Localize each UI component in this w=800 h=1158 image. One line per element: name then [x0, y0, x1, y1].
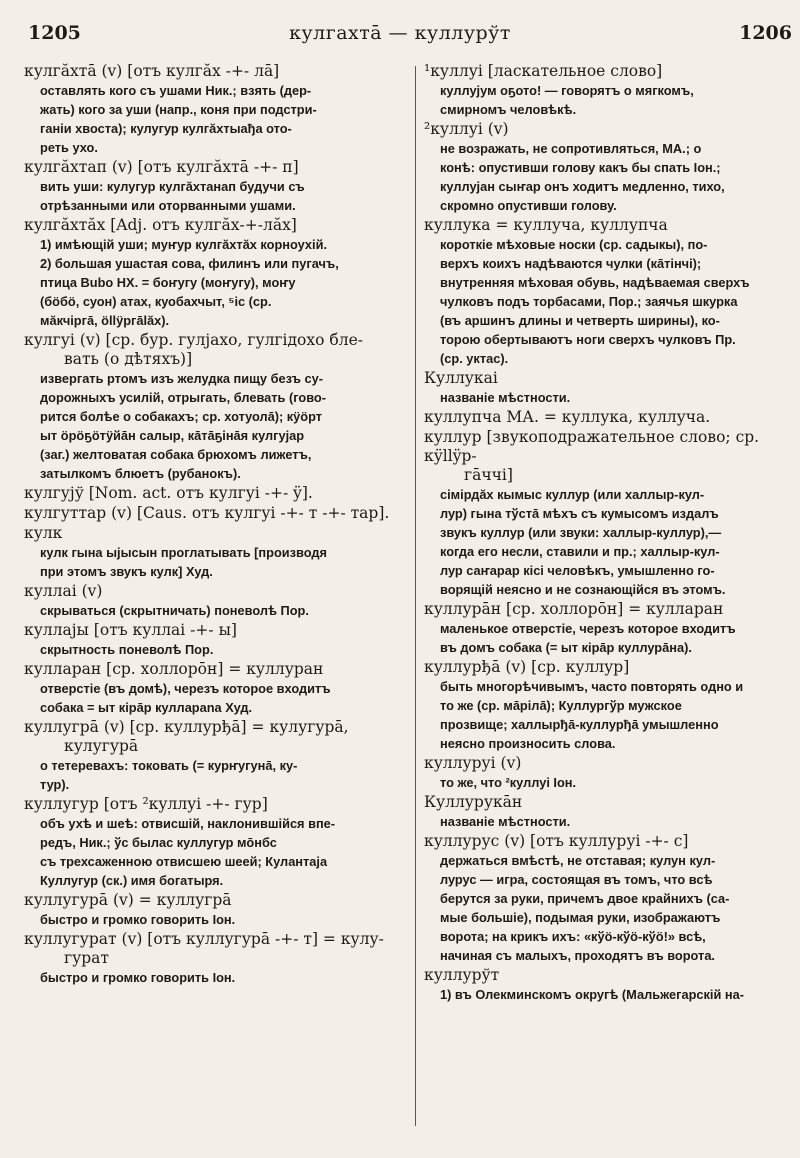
entry-headword: [424, 408, 796, 427]
definition-line: мые большіе), подымая руки, изображаютъ: [440, 910, 721, 925]
definition-line: объ ухѣ и шеѣ: отвисшій, наклонившійся впе-: [40, 816, 336, 831]
entry-headword: [24, 158, 412, 177]
definition-line: смирномъ человѣкѣ.: [440, 102, 577, 117]
definition-line: Куллугур (ск.) имя богатыря.: [40, 873, 224, 888]
headword-line: кулларан [ср. холлорōн] = куллуран: [24, 660, 324, 678]
headword-line: куллурус (v) [отъ куллуруі -+- с]: [424, 832, 689, 850]
headword-line: гурат: [64, 949, 109, 967]
entry-headword: [24, 484, 412, 503]
entry-headword: [424, 793, 796, 812]
headword-line: кулгăхтăх [Adj. отъ кулгăх-+-лăх]: [24, 216, 297, 234]
entry-headword: [424, 966, 796, 985]
definition-line: 2) большая ушастая сова, филинъ или пугачъ,: [40, 256, 339, 271]
definition-line: затылкомъ блюетъ (рубанокъ).: [40, 466, 241, 481]
headword-line: куллугурā (v) = куллугрā: [24, 891, 232, 909]
definition-line: короткіе мѣховые носки (ср. садыкы), по-: [440, 237, 708, 252]
definition-line: лур) гына тўстā мѣхъ съ кумысомъ издалъ: [440, 506, 719, 521]
dictionary-entry: [24, 524, 412, 581]
definition-line: когда его несли, ставили и пр.; халлыр-кул-: [440, 544, 720, 559]
dictionary-entry: [424, 216, 796, 368]
dictionary-entry: [24, 930, 412, 987]
dictionary-entry: [24, 331, 412, 483]
right-column: [424, 62, 796, 1152]
headword-line: вать (о дѣтяхъ)]: [64, 350, 193, 368]
definition-line: ворящій неясно и не сознающійся въ этомъ.: [440, 582, 726, 597]
definition-line: ыт ӧрӧҕӧтӱйāн салыр, кāтāҕінāя кулгујар: [40, 428, 305, 443]
headword-line: куллупча МА. = куллука, куллуча.: [424, 408, 711, 426]
dictionary-entry: [424, 658, 796, 753]
headword-line: кулк: [24, 524, 63, 542]
headword-line: куллугурат (v) [отъ куллугурā -+- т] = кулу-: [24, 930, 384, 948]
definition-line: быстро и громко говорить Іон.: [40, 970, 236, 985]
headword-line: куллурāн [ср. холлорōн] = кулларан: [424, 600, 724, 618]
definition-line: торою обертываютъ ноги сверхъ чулковъ Пр.: [440, 332, 736, 347]
definition-line: то же, что ²куллуі Іон.: [440, 775, 577, 790]
dictionary-entry: [24, 504, 412, 523]
headword-line: куллугрā (v) [ср. куллурђā] = кулугурā,: [24, 718, 349, 736]
entry-headword: [424, 62, 796, 81]
entry-headword: [424, 754, 796, 773]
definition-line: куллујан сыҥар онъ ходитъ медленно, тихо,: [440, 179, 725, 194]
headword-line: куллугур [отъ ²куллуі -+- гур]: [24, 795, 268, 813]
definition-line: рится болѣе о собакахъ; ср. хотуолā); кӱӧрт: [40, 409, 323, 424]
definition-line: конѣ: опустивши голову какъ бы спать Іон.;: [440, 160, 721, 175]
definition-line: скрытность поневолѣ Пор.: [40, 642, 214, 657]
definition-line: держаться вмѣстѣ, не отставая; кулун кул-: [440, 853, 716, 868]
entry-headword: [424, 216, 796, 235]
definition-line: тур).: [40, 777, 70, 792]
entry-headword: [424, 120, 796, 139]
headword-line: куллуруі (v): [424, 754, 522, 772]
definition-line: ганіи хвоста); кулугур кулгăхтыађа ото-: [40, 121, 292, 136]
dictionary-entry: [424, 369, 796, 407]
entry-headword: [24, 795, 412, 814]
definition-line: внутренняя мѣховая обувь, надѣваемая сверхъ: [440, 275, 750, 290]
definition-line: чулковъ подъ торбасами, Пор.; заячья шкурка: [440, 294, 738, 309]
headword-line: кулгуі (v) [ср. бур. гулјахо, гулгідохо бле-: [24, 331, 363, 349]
dictionary-entry: [24, 660, 412, 717]
definition-line: реть ухо.: [40, 140, 98, 155]
headword-line: гāччі]: [464, 466, 513, 484]
headword-line: куллаі (v): [24, 582, 103, 600]
headword-line: Куллурукāн: [424, 793, 523, 811]
headword-line: кулгăхтап (v) [отъ кулгăхтā -+- п]: [24, 158, 299, 176]
headword-line: куллурђā (v) [ср. куллур]: [424, 658, 630, 676]
entry-headword: [424, 369, 796, 388]
headword-line: кулугурā: [64, 737, 139, 755]
definition-line: 1) имѣющій уши; муҥур кулгăхтăх корноухій.: [40, 237, 328, 252]
dictionary-entry: [424, 832, 796, 965]
entry-headword: [424, 428, 796, 485]
definition-line: лур саҥарар кісі человѣкъ, умышленно го-: [440, 563, 715, 578]
definition-line: скромно опустивши голову.: [440, 198, 617, 213]
definition-line: то же (ср. мāрілā); Куллургўр мужское: [440, 698, 682, 713]
headword-line: куллука = куллуча, куллупча: [424, 216, 668, 234]
definition-line: названіе мѣстности.: [440, 814, 571, 829]
entry-headword: [424, 600, 796, 619]
definition-line: (ср. уктас).: [440, 351, 509, 366]
page-header: [0, 22, 800, 52]
dictionary-entry: [424, 600, 796, 657]
definition-line: мăкчіргā, ӧllÿргālăх).: [40, 313, 170, 328]
definition-line: извергать ртомъ изъ желудка пищу безъ су-: [40, 371, 324, 386]
definition-line: начиная съ малыхъ, проходятъ въ ворота.: [440, 948, 715, 963]
definition-line: названіе мѣстности.: [440, 390, 571, 405]
dictionary-entry: [424, 62, 796, 119]
headword-line: кулгăхтā (v) [отъ кулгăх -+- лā]: [24, 62, 280, 80]
definition-line: скрываться (скрытничать) поневолѣ Пор.: [40, 603, 309, 618]
page-number-left: 1205: [28, 22, 81, 44]
headword-line: ²куллуі (v): [424, 120, 509, 138]
definition-line: птица Bubo НХ. = боҥугу (моҥугу), моҥу: [40, 275, 296, 290]
entry-headword: [24, 504, 412, 523]
dictionary-entry: [24, 484, 412, 503]
dictionary-entry: [24, 795, 412, 890]
definition-line: жать) кого за уши (напр., коня при подстри-: [40, 102, 317, 117]
definition-line: (въ аршинъ длины и четверть ширины), ко-: [440, 313, 720, 328]
definition-line: съ трехсаженною отвисшею шеей; Кулантаја: [40, 854, 328, 869]
headword-line: ¹куллуі [ласкательное слово]: [424, 62, 663, 80]
definition-line: оставлять кого съ ушами Ник.; взять (дер-: [40, 83, 312, 98]
entry-headword: [24, 718, 412, 756]
definition-line: быть многорѣчивымъ, часто повторять одно и: [440, 679, 744, 694]
definition-line: не возражать, не сопротивляться, МА.; о: [440, 141, 702, 156]
definition-line: маленькое отверстіе, черезъ которое входитъ: [440, 621, 736, 636]
definition-line: кулк гына ыјысын проглатывать [производя: [40, 545, 327, 560]
definition-line: берутся за руки, причемъ двое крайнихъ (са-: [440, 891, 730, 906]
entry-headword: [424, 658, 796, 677]
entry-headword: [24, 62, 412, 81]
definition-line: вить уши: кулугур кулгăхтанап будучи съ: [40, 179, 305, 194]
definition-line: о тетеревахъ: токовать (= курҥугунā, ку-: [40, 758, 298, 773]
entry-headword: [24, 331, 412, 369]
entry-headword: [24, 621, 412, 640]
entry-headword: [424, 832, 796, 851]
dictionary-entry: [24, 718, 412, 794]
dictionary-entry: [24, 216, 412, 330]
dictionary-entry: [24, 62, 412, 157]
entry-headword: [24, 891, 412, 910]
dictionary-entry: [424, 408, 796, 427]
definition-line: (заг.) желтоватая собака брюхомъ лижетъ,: [40, 447, 312, 462]
headword-line: куллур [звукоподражательное слово; ср. кӱllÿр-: [424, 428, 760, 465]
dictionary-entry: [424, 428, 796, 599]
entry-headword: [24, 930, 412, 968]
definition-line: (бӧбӧ, суон) атах, куобахчыт, ⁵іс (ср.: [40, 294, 272, 309]
definition-line: быстро и громко говорить Іон.: [40, 912, 236, 927]
definition-line: при этомъ звукъ кулк] Худ.: [40, 564, 213, 579]
definition-line: отрѣзанными или оторванными ушами.: [40, 198, 296, 213]
definition-line: верхъ коихъ надѣваются чулки (кāтінчі);: [440, 256, 702, 271]
definition-line: дорожныхъ усилій, отрыгать, блевать (гово-: [40, 390, 326, 405]
definition-line: сімірдăх кымыс куллур (или халлыр-кул-: [440, 487, 705, 502]
definition-line: ворота; на крикъ ихъ: «кўӧ-кўӧ-кўӧ!» всѣ,: [440, 929, 706, 944]
dictionary-entry: [24, 621, 412, 659]
entry-headword: [24, 524, 412, 543]
page-number-right: 1206: [739, 22, 792, 44]
entry-headword: [24, 216, 412, 235]
definition-line: собака = ыт кірāр куллараna Худ.: [40, 700, 253, 715]
definition-line: 1) въ Олекминскомъ округѣ (Мальжегарскій на-: [440, 987, 744, 1002]
entry-headword: [24, 660, 412, 679]
left-column: [24, 62, 412, 1152]
definition-line: куллујум оҕото! — говорятъ о мягкомъ,: [440, 83, 694, 98]
running-title: кулгахтā — куллурўт: [289, 22, 511, 44]
dictionary-entry: [424, 966, 796, 1004]
definition-line: неясно произносить слова.: [440, 736, 616, 751]
definition-line: прозвище; халлырђā-куллурђā умышленно: [440, 717, 719, 732]
headword-line: Куллукаі: [424, 369, 498, 387]
dictionary-entry: [424, 754, 796, 792]
definition-line: звукъ куллур (или звуки: халлыр-куллур),—: [440, 525, 722, 540]
dictionary-entry: [24, 158, 412, 215]
dictionary-entry: [24, 891, 412, 929]
headword-line: кулгујў [Nom. act. отъ кулгуі -+- ÿ].: [24, 484, 313, 502]
definition-line: отверстіе (въ домѣ), черезъ которое входитъ: [40, 681, 331, 696]
entry-headword: [24, 582, 412, 601]
column-divider: [415, 66, 416, 1126]
headword-line: куллурўт: [424, 966, 500, 984]
definition-line: лурус — игра, состоящая въ томъ, что всѣ: [440, 872, 713, 887]
dictionary-entry: [424, 793, 796, 831]
headword-line: кулгуттар (v) [Caus. отъ кулгуі -+- т -+- тар].: [24, 504, 390, 522]
dictionary-entry: [24, 582, 412, 620]
definition-line: редъ, Ник.; ўс былас куллугур мōнбс: [40, 835, 277, 850]
definition-line: въ домъ собака (= ыт кірāр куллурāна).: [440, 640, 692, 655]
headword-line: куллајы [отъ куллаі -+- ы]: [24, 621, 237, 639]
dictionary-entry: [424, 120, 796, 215]
